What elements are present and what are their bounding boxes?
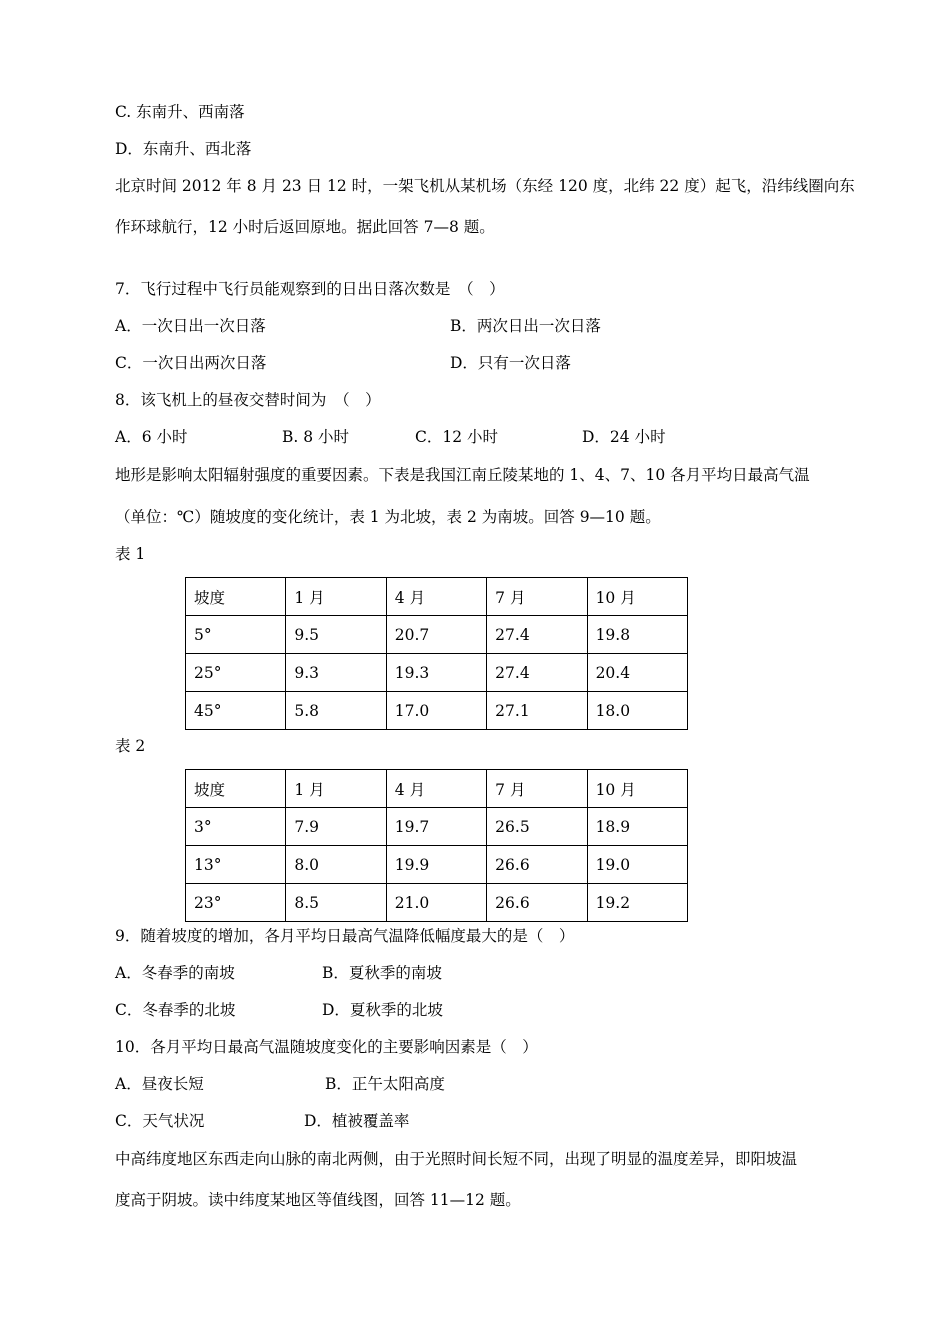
table1-label: 表 1 — [115, 545, 146, 563]
table-header-cell: 坡度 — [186, 770, 286, 808]
passage-slope-line2: （单位：℃）随坡度的变化统计，表 1 为北坡，表 2 为南坡。回答 9—10 题。 — [115, 508, 661, 526]
passage-flight-line1: 北京时间 2012 年 8 月 23 日 12 时，一架飞机从某机场（东经 120 度，北纬 22 度）起飞，沿纬线圈向东 — [115, 177, 855, 195]
table-cell: 17.0 — [386, 692, 486, 730]
table-cell: 27.4 — [487, 654, 587, 692]
table-cell: 5° — [186, 616, 286, 654]
q8-option-c: C．12 小时 — [415, 428, 499, 446]
q9-option-c: C．冬春季的北坡 — [115, 1001, 236, 1019]
question-7: 7．飞行过程中飞行员能观察到的日出日落次数是 （ ） — [115, 280, 505, 298]
q10-option-a: A．昼夜长短 — [115, 1075, 204, 1093]
table-cell: 26.6 — [487, 846, 587, 884]
table-1-north-slope — [185, 577, 688, 730]
table-row — [186, 692, 688, 730]
table-header-cell: 1 月 — [286, 578, 386, 616]
q10-option-d: D．植被覆盖率 — [304, 1112, 410, 1130]
table-cell: 9.5 — [286, 616, 386, 654]
table-cell: 9.3 — [286, 654, 386, 692]
table-header-cell: 4 月 — [386, 770, 486, 808]
table-row — [186, 846, 688, 884]
table-row — [186, 654, 688, 692]
table-header-cell: 1 月 — [286, 770, 386, 808]
table-header-cell: 10 月 — [587, 770, 687, 808]
table-cell: 26.5 — [487, 808, 587, 846]
table-cell: 23° — [186, 884, 286, 922]
table-header-cell: 10 月 — [587, 578, 687, 616]
q10-option-b: B．正午太阳高度 — [325, 1075, 445, 1093]
table-header-cell: 4 月 — [386, 578, 486, 616]
table-cell: 27.4 — [487, 616, 587, 654]
table-row — [186, 808, 688, 846]
passage-mountain-line1: 中高纬度地区东西走向山脉的南北两侧，由于光照时间长短不同，出现了明显的温度差异，即阳坡温 — [115, 1150, 798, 1168]
table-cell: 21.0 — [386, 884, 486, 922]
table-cell: 20.7 — [386, 616, 486, 654]
table-cell: 8.0 — [286, 846, 386, 884]
table-cell: 19.9 — [386, 846, 486, 884]
table-row — [186, 884, 688, 922]
question-10: 10．各月平均日最高气温随坡度变化的主要影响因素是（ ） — [115, 1038, 538, 1056]
table-header-cell: 坡度 — [186, 578, 286, 616]
table-cell: 19.7 — [386, 808, 486, 846]
table-row — [186, 616, 688, 654]
q8-option-b: B. 8 小时 — [282, 428, 350, 446]
q7-option-b: B．两次日出一次日落 — [450, 317, 601, 335]
question-8: 8．该飞机上的昼夜交替时间为 （ ） — [115, 391, 381, 409]
table-cell: 19.3 — [386, 654, 486, 692]
table-header-row — [186, 578, 688, 616]
question-9: 9．随着坡度的增加，各月平均日最高气温降低幅度最大的是（ ） — [115, 927, 575, 945]
table-header-cell: 7 月 — [487, 578, 587, 616]
table-cell: 19.0 — [587, 846, 687, 884]
table-cell: 25° — [186, 654, 286, 692]
q9-option-b: B．夏秋季的南坡 — [322, 964, 442, 982]
table-2-south-slope — [185, 769, 688, 922]
table2-label: 表 2 — [115, 737, 146, 755]
passage-slope-line1: 地形是影响太阳辐射强度的重要因素。下表是我国江南丘陵某地的 1、4、7、10 各月平均日最高气温 — [115, 466, 810, 484]
table-cell: 13° — [186, 846, 286, 884]
q8-option-d: D．24 小时 — [582, 428, 666, 446]
q10-option-c: C．天气状况 — [115, 1112, 205, 1130]
q9-option-a: A．冬春季的南坡 — [115, 964, 235, 982]
table-cell: 18.0 — [587, 692, 687, 730]
table-cell: 27.1 — [487, 692, 587, 730]
table-cell: 8.5 — [286, 884, 386, 922]
answer-option-d-prev: D．东南升、西北落 — [115, 140, 252, 158]
table-cell: 19.8 — [587, 616, 687, 654]
passage-flight-line2: 作环球航行，12 小时后返回原地。据此回答 7—8 题。 — [115, 218, 495, 236]
table-cell: 19.2 — [587, 884, 687, 922]
q7-option-a: A．一次日出一次日落 — [115, 317, 266, 335]
passage-mountain-line2: 度高于阴坡。读中纬度某地区等值线图，回答 11—12 题。 — [115, 1191, 521, 1209]
table-cell: 7.9 — [286, 808, 386, 846]
table-cell: 45° — [186, 692, 286, 730]
q9-option-d: D．夏秋季的北坡 — [322, 1001, 443, 1019]
table-cell: 26.6 — [487, 884, 587, 922]
table-cell: 5.8 — [286, 692, 386, 730]
q7-option-d: D．只有一次日落 — [450, 354, 571, 372]
q8-option-a: A．6 小时 — [115, 428, 188, 446]
table-cell: 20.4 — [587, 654, 687, 692]
table-cell: 18.9 — [587, 808, 687, 846]
answer-option-c-prev: C. 东南升、西南落 — [115, 103, 245, 121]
q7-option-c: C．一次日出两次日落 — [115, 354, 267, 372]
table-header-row — [186, 770, 688, 808]
table-header-cell: 7 月 — [487, 770, 587, 808]
table-cell: 3° — [186, 808, 286, 846]
